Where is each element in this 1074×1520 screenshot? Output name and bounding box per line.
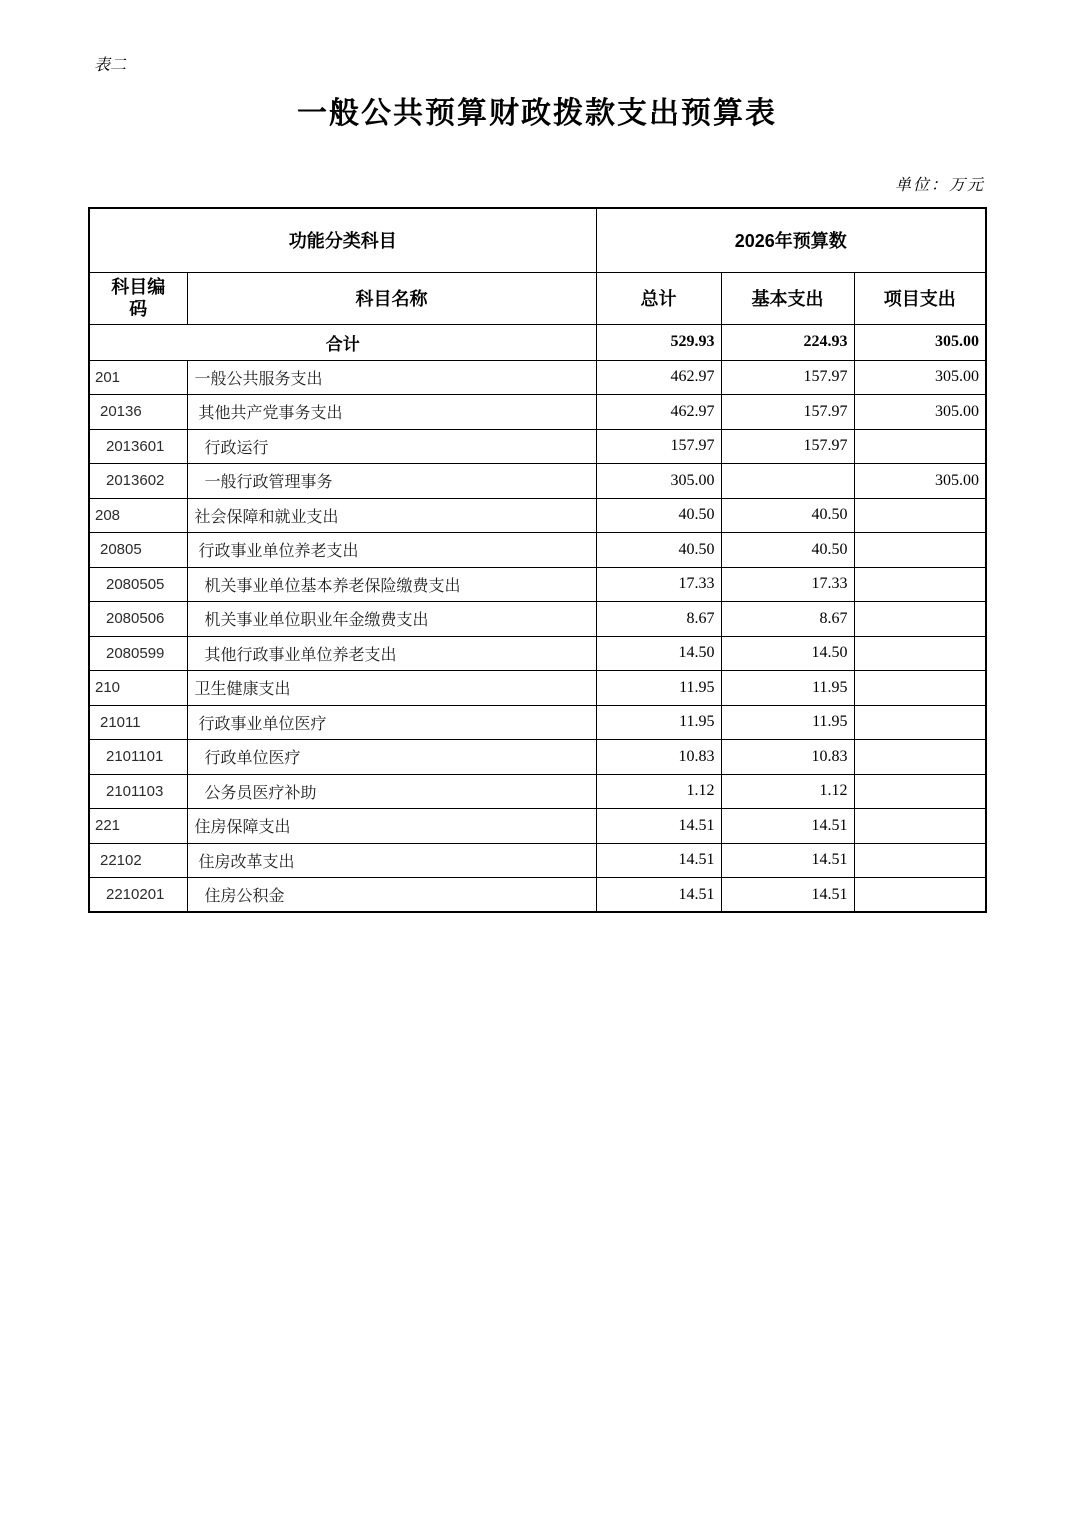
basic-cell: 14.51 [721,809,854,844]
table-row [89,464,986,499]
basic-cell: 11.95 [721,705,854,740]
project-cell: 305.00 [854,395,986,430]
name-cell: 机关事业单位基本养老保险缴费支出 [187,567,596,602]
col-group-function: 功能分类科目 [89,208,596,272]
table-row [89,843,986,878]
code-cell: 2101103 [89,774,187,809]
name-cell: 一般行政管理事务 [187,464,596,499]
code-cell: 20136 [89,395,187,430]
project-cell [854,671,986,706]
basic-cell: 157.97 [721,395,854,430]
unit-note: 单位：万元 [894,177,985,194]
code-cell: 221 [89,809,187,844]
code-cell: 2013602 [89,464,187,499]
code-cell: 2080506 [89,602,187,637]
basic-cell: 14.51 [721,843,854,878]
col-header-total: 总计 [596,272,721,324]
name-cell: 住房改革支出 [187,843,596,878]
project-cell [854,878,986,913]
name-cell: 一般公共服务支出 [187,360,596,395]
budget-table [88,207,987,913]
name-cell: 公务员医疗补助 [187,774,596,809]
table-row [89,740,986,775]
code-cell: 2101101 [89,740,187,775]
code-cell: 21011 [89,705,187,740]
total-cell: 305.00 [596,464,721,499]
total-cell: 40.50 [596,533,721,568]
table-row [89,498,986,533]
project-cell [854,705,986,740]
name-cell: 社会保障和就业支出 [187,498,596,533]
col-header-project: 项目支出 [854,272,986,324]
basic-cell: 14.50 [721,636,854,671]
table-row [89,429,986,464]
col-header-basic: 基本支出 [721,272,854,324]
table-row [89,671,986,706]
code-cell: 201 [89,360,187,395]
total-cell: 462.97 [596,360,721,395]
page-title: 一般公共预算财政拨款支出预算表 [297,97,777,130]
project-cell [854,843,986,878]
name-cell: 其他共产党事务支出 [187,395,596,430]
code-cell: 2013601 [89,429,187,464]
table-row [89,636,986,671]
total-project-cell: 305.00 [854,324,986,360]
basic-cell: 157.97 [721,360,854,395]
total-cell: 11.95 [596,671,721,706]
code-cell: 2210201 [89,878,187,913]
table-row [89,360,986,395]
basic-cell [721,464,854,499]
project-cell [854,774,986,809]
basic-cell: 17.33 [721,567,854,602]
name-cell: 机关事业单位职业年金缴费支出 [187,602,596,637]
total-cell: 462.97 [596,395,721,430]
col-header-code-label: 科目编码 [111,276,166,319]
code-cell: 208 [89,498,187,533]
header-group-row [89,208,986,272]
basic-cell: 14.51 [721,878,854,913]
table-row [89,533,986,568]
project-cell [854,809,986,844]
total-cell: 40.50 [596,498,721,533]
name-cell: 行政事业单位养老支出 [187,533,596,568]
code-cell: 2080599 [89,636,187,671]
name-cell: 行政单位医疗 [187,740,596,775]
table-row [89,809,986,844]
name-cell: 住房公积金 [187,878,596,913]
basic-cell: 1.12 [721,774,854,809]
project-cell [854,498,986,533]
total-cell: 10.83 [596,740,721,775]
col-header-name: 科目名称 [187,272,596,324]
col-group-budget: 2026年预算数 [596,208,986,272]
name-cell: 行政运行 [187,429,596,464]
project-cell [854,533,986,568]
table-row [89,395,986,430]
total-cell: 17.33 [596,567,721,602]
total-cell: 14.51 [596,878,721,913]
code-cell: 2080505 [89,567,187,602]
header-cols-row [89,272,986,324]
table-row [89,774,986,809]
basic-cell: 8.67 [721,602,854,637]
table-row [89,705,986,740]
basic-cell: 157.97 [721,429,854,464]
name-cell: 行政事业单位医疗 [187,705,596,740]
project-cell [854,636,986,671]
total-label-cell: 合计 [89,324,596,360]
total-total-cell: 529.93 [596,324,721,360]
project-cell: 305.00 [854,360,986,395]
total-cell: 8.67 [596,602,721,637]
name-cell: 住房保障支出 [187,809,596,844]
project-cell [854,429,986,464]
total-cell: 14.51 [596,843,721,878]
code-cell: 210 [89,671,187,706]
col-header-code [89,272,187,324]
total-cell: 157.97 [596,429,721,464]
total-cell: 14.50 [596,636,721,671]
total-cell: 11.95 [596,705,721,740]
project-cell: 305.00 [854,464,986,499]
total-row [89,324,986,360]
basic-cell: 40.50 [721,498,854,533]
table-row [89,602,986,637]
project-cell [854,567,986,602]
table-row [89,567,986,602]
table-number-label: 表二 [94,57,127,74]
code-cell: 20805 [89,533,187,568]
total-basic-cell: 224.93 [721,324,854,360]
name-cell: 卫生健康支出 [187,671,596,706]
total-cell: 14.51 [596,809,721,844]
project-cell [854,602,986,637]
basic-cell: 10.83 [721,740,854,775]
project-cell [854,740,986,775]
name-cell: 其他行政事业单位养老支出 [187,636,596,671]
basic-cell: 40.50 [721,533,854,568]
table-row [89,878,986,913]
total-cell: 1.12 [596,774,721,809]
code-cell: 22102 [89,843,187,878]
basic-cell: 11.95 [721,671,854,706]
